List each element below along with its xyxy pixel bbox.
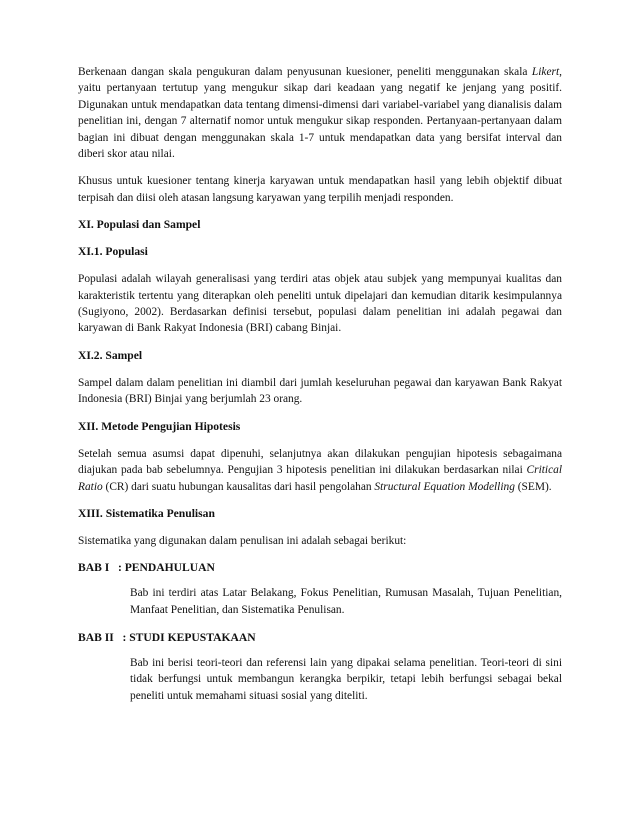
critical-ratio-term: Critical Ratio — [78, 464, 562, 493]
bab-2-title: STUDI KEPUSTAKAAN — [129, 630, 256, 644]
paragraph-kuesioner-kinerja: Khusus untuk kuesioner tentang kinerja karyawan untuk mendapatkan hasil yang lebih objektif dibuat terpisah dan diisi oleh atasan langsung karyawan yang terpilih menjadi responden. — [78, 175, 562, 204]
paragraph-hipotesis-part2: (CR) dari suatu hubungan kausalitas dari hasil pengolahan — [102, 480, 375, 493]
paragraph-skala-part2: , yaitu pertanyaan tertutup yang mengukur sikap dari keadaan yang negatif ke jenjang yang positif. Digunakan untuk mendapatkan data tentang dimensi-dimensi dari variabel-variabel yang dianalisis dalam penelitian ini, dengan 7 alternatif nomor untuk mengukur sikap responden. Pertanyaan-pertanyaan dalam bagian ini dibuat dengan menggunakan skala 1-7 untuk mendapatkan data yang bersifat interval dan diberi skor atau nilai. — [78, 66, 562, 161]
paragraph-populasi: Populasi adalah wilayah generalisasi yang terdiri atas objek atau subjek yang mempunyai kualitas dan karakteristik tertentu yang diterapkan oleh peneliti untuk dipelajari dan kemudian ditarik kesimpulannya (Sugiyono, 2002). Berdasarkan definisi tersebut, populasi dalam penelitian ini adalah pegawai dan karyawan di Bank Rakyat Indonesia (BRI) cabang Binjai. — [78, 273, 562, 335]
paragraph-sampel: Sampel dalam dalam penelitian ini diambil dari jumlah keseluruhan pegawai dan karyawan Bank Rakyat Indonesia (BRI) Binjai yang berjumlah 23 orang. — [78, 376, 562, 406]
paragraph-hipotesis — [78, 446, 562, 495]
paragraph-hipotesis-part3: (SEM). — [514, 480, 552, 493]
heading-populasi-sampel: XI. Populasi dan Sampel — [78, 218, 201, 232]
paragraph-skala-part1: Berkenaan dangan skala pengukuran dalam penyusunan kuesioner, peneliti menggunakan skala — [78, 66, 532, 78]
sem-term: Structural Equation Modelling — [374, 480, 515, 493]
paragraph-sistematika: Sistematika yang digunakan dalam penulisan ini adalah sebagai berikut: — [78, 534, 407, 547]
bab-1-heading — [78, 560, 562, 576]
bab-1-description-text: Bab ini terdiri atas Latar Belakang, Fokus Penelitian, Rumusan Masalah, Tujuan Penelitian, Manfaat Penelitian, dan Sistematika Penulisan. — [130, 587, 562, 616]
bab-1-description — [130, 585, 562, 618]
heading-sistematika: XIII. Sistematika Penulisan — [78, 506, 215, 520]
heading-populasi: XI.1. Populasi — [78, 245, 148, 259]
paragraph-skala — [78, 64, 562, 162]
heading-metode-pengujian: XII. Metode Pengujian Hipotesis — [78, 419, 241, 433]
heading-sampel: XI.2. Sampel — [78, 348, 143, 362]
bab-2-heading — [78, 630, 562, 646]
bab-1-number: BAB I — [78, 561, 110, 575]
document-content — [78, 64, 562, 715]
paragraph-hipotesis-part1: Setelah semua asumsi dapat dipenuhi, selanjutnya akan dilakukan pengujian hipotesis sebagaimana diajukan pada bab sebelumnya. Pengujian 3 hipotesis penelitian ini dilakukan berdasarkan nilai — [78, 447, 562, 477]
bab-1-title: PENDAHULUAN — [124, 561, 215, 575]
bab-2-description-text: Bab ini berisi teori-teori dan referensi lain yang dipakai selama penelitian. Teori-teori di sini tidak berfungsi untuk membangun kerangka berpikir, tetapi lebih berfungsi sebagai bekal peneliti untuk memahami situasi sosial yang diteliti. — [130, 656, 562, 702]
bab-2-separator: : — [113, 630, 130, 644]
bab-1-separator: : — [109, 561, 125, 575]
bab-2-number: BAB II — [78, 630, 114, 644]
bab-2-description — [130, 655, 562, 705]
likert-term: Likert — [531, 66, 560, 78]
